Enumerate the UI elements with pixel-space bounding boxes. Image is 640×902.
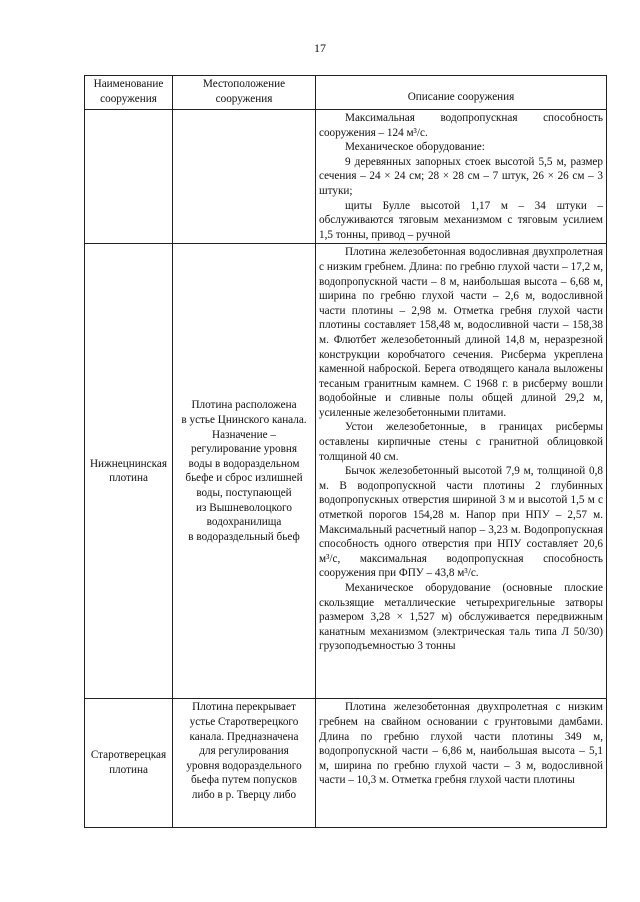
row2-location-line: в водораздельный бьеф bbox=[188, 530, 300, 543]
row3-location-line: бьефа путем попусков bbox=[190, 774, 298, 787]
row1-desc-para: 9 деревянных запорных стоек высотой 5,5 м, размер сечения – 24 × 24 см; 28 × 28 см – 7 штук, 26 × 26 см – 3 штуки; bbox=[319, 155, 603, 197]
table-header-row bbox=[85, 76, 607, 110]
row1-desc-para: щиты Булле высотой 1,17 м – 34 штуки – обслуживаются тяговым механизмом с тяговым усилием 1,5 тонны, привод – ручной bbox=[319, 199, 603, 241]
header-name: Наименование сооружения bbox=[85, 76, 173, 110]
row2-location-line: воды в водораздельном bbox=[188, 457, 300, 470]
row2-location-line: в устье Цнинского канала. bbox=[181, 413, 307, 426]
row2-location-line: Назначение – bbox=[212, 428, 276, 441]
row3-location-line: устье Старотверецкого bbox=[189, 715, 299, 728]
row3-description bbox=[316, 699, 607, 828]
row2-desc-para: Бычок железобетонный высотой 7,9 м, толщиной 0,8 м. В водопропускной части плотины 2 глубинных водопропускных отверстия шириной 3 м и высотой 1,5 м с отметкой порогов 154,28 м. Напор при НПУ – 2,57 м. Максимальный расчетный напор – 3,23 м. Водопропускная способность одного отверстия при НПУ составляет 20,6 м³/с, максимальная водопропускная способность сооружения при ФПУ – 43,8 м³/с. bbox=[319, 465, 603, 580]
table-row bbox=[85, 244, 607, 699]
row3-location-line: уровня водораздельного bbox=[186, 759, 302, 772]
row2-desc-para: Плотина железобетонная водосливная двухпролетная с низким гребнем. Длина: по гребню глухой части – 17,2 м, водопропускной части – 8 м, наибольшая высота – 6,68 м, ширина по гребню глухой части – 2,6 м, водосливной части плотины – 2,98 м. Отметка гребня глухой части плотины составляет 158,48 м, водосливной части – 158,38 м. Флютбет железобетонный длиной 14,8 м, неразрезной конструкции коробчатого сечения. Рисберма укреплена каменной наброской. Берега отводящего канала выложены тесаным гранитным камнем. С 1968 г. в рисберму вошли водобойные и сливные полы общей длиной 29,2 м, усиленные железобетонными плитами. bbox=[319, 246, 603, 419]
row2-location-line: водохранилища bbox=[206, 516, 282, 529]
page-number: 17 bbox=[314, 41, 326, 55]
structures-table bbox=[84, 75, 607, 828]
header-description: Описание сооружения bbox=[316, 76, 607, 110]
row1-desc-para: Механическое оборудование: bbox=[345, 141, 485, 154]
row2-location-line: регулирование уровня bbox=[190, 443, 298, 456]
table-row bbox=[85, 110, 607, 244]
row2-description bbox=[316, 244, 607, 699]
row2-name: Нижнецнинская плотина bbox=[85, 244, 173, 699]
row2-location-line: Плотина расположена bbox=[191, 399, 297, 412]
row1-location bbox=[173, 110, 316, 244]
row2-desc-para: Механическое оборудование (основные плоские скользящие металлические четырехригельные затворы размером 3,28 × 1,527 м) обслуживается передвижным канатным механизмом (электрическая таль типа Л 50/30) грузоподъемностью 3 тонны bbox=[319, 582, 603, 653]
row1-description bbox=[316, 110, 607, 244]
row3-location-line: канала. Предназначена bbox=[189, 730, 299, 743]
row1-desc-para: Максимальная водопропускная способность сооружения – 124 м³/с. bbox=[319, 112, 603, 139]
row3-location bbox=[173, 699, 316, 828]
row3-location-line: либо в р. Тверцу либо bbox=[191, 788, 297, 801]
header-location: Местоположение сооружения bbox=[173, 76, 316, 110]
row3-location-line: Плотина перекрывает bbox=[192, 701, 296, 714]
row2-location bbox=[173, 244, 316, 699]
row3-desc-para: Плотина железобетонная двухпролетная с низким гребнем на свайном основании с грунтовыми дамбами. Длина по гребню глухой части плотины 349 м, водопропускной части – 6,86 м, наибольшая высота – 5,1 м, ширина по гребню глухой части – 3 м, водосливной части – 10,3 м. Отметка гребня глухой части плотины bbox=[319, 701, 603, 787]
row3-location-line: для регулирования bbox=[199, 745, 289, 758]
row2-location-line: воды, поступающей bbox=[196, 486, 292, 499]
row2-desc-para: Устои железобетонные, в границах рисбермы оставлены кирпичные стены с гранитной облицовкой толщиной 40 см. bbox=[319, 421, 603, 463]
table-row bbox=[85, 699, 607, 828]
row2-location-line: из Вышневолоцкого bbox=[196, 501, 292, 514]
row1-name bbox=[85, 110, 173, 244]
row2-location-line: бьефе и сброс излишней bbox=[185, 472, 303, 485]
row3-name: Старотверецкая плотина bbox=[85, 699, 173, 828]
